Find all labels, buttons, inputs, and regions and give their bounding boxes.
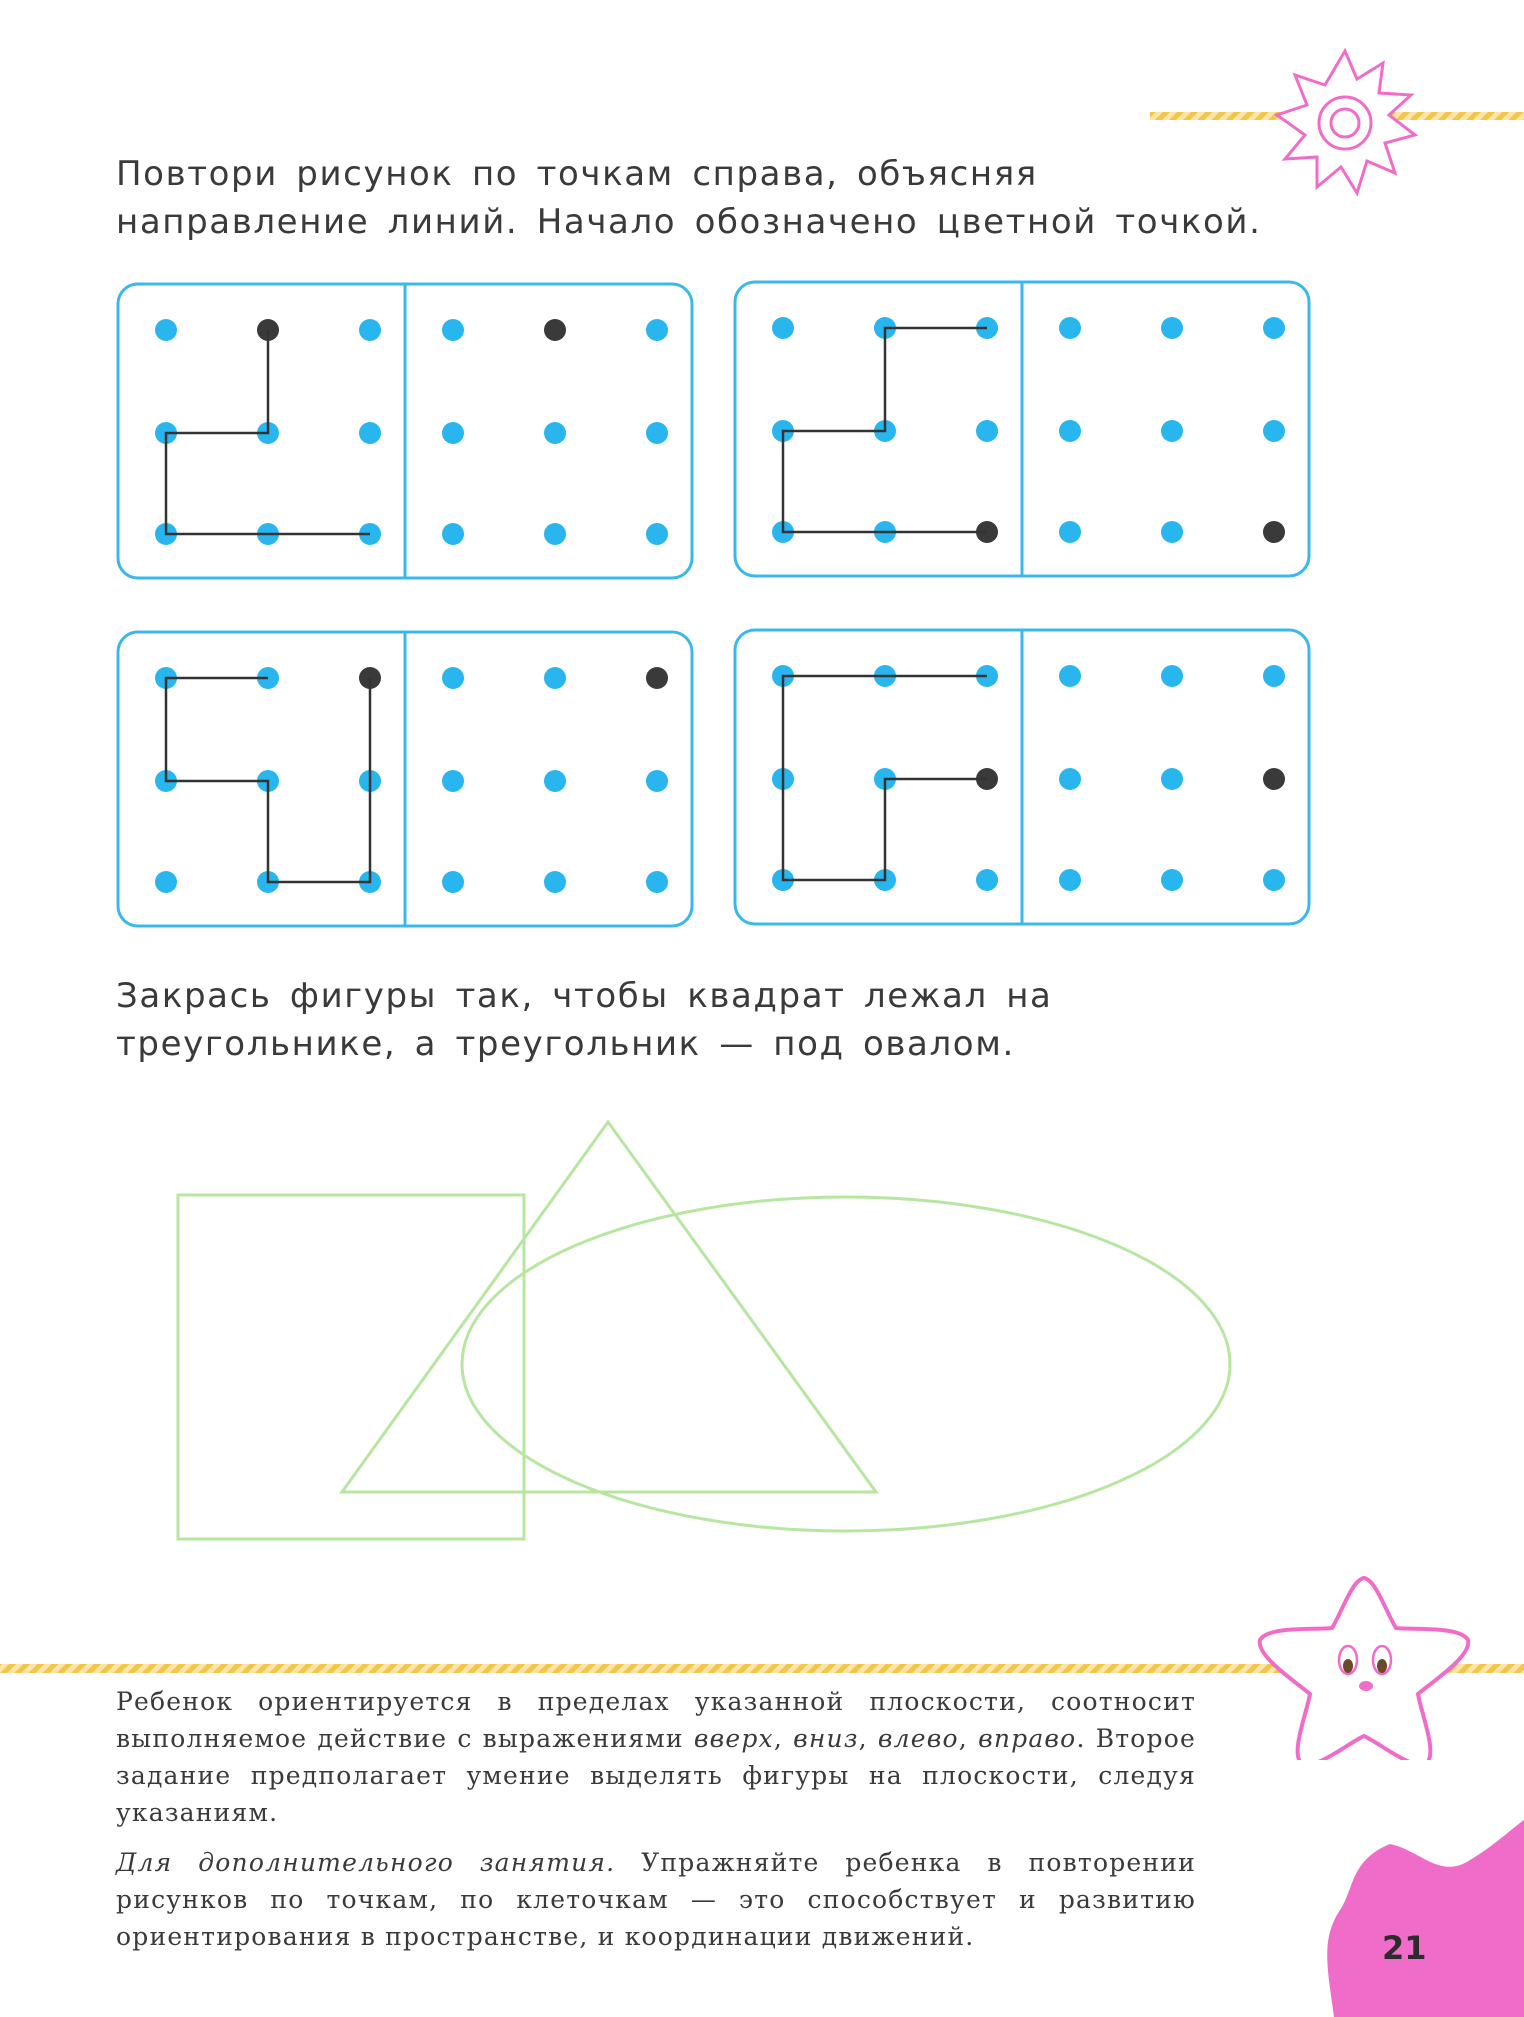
grid-dot-copy [646,523,668,545]
grid-dot-copy [1161,768,1183,790]
grid-dot-copy [544,871,566,893]
grid-dot-copy [1263,420,1285,442]
grid-dot [976,420,998,442]
grid-dot [359,422,381,444]
grid-dot-copy [1263,869,1285,891]
oval-shape[interactable] [462,1197,1230,1531]
sample-path [166,678,370,882]
start-dot-copy [1263,768,1285,790]
start-dot-copy [1263,521,1285,543]
grid-dot-copy [1161,317,1183,339]
grid-dot-copy [1059,869,1081,891]
square-shape[interactable] [178,1195,524,1539]
dot-exercise-1 [114,280,696,582]
dot-exercise-4 [731,626,1313,928]
grid-dot-copy [544,667,566,689]
grid-dot-copy [1059,420,1081,442]
grid-dot-copy [442,871,464,893]
page-corner-blob [1320,1820,1524,2017]
grid-dot-copy [442,319,464,341]
additional-lesson-label: Для дополнительного занятия. [116,1848,616,1877]
teacher-note: Ребенок ориентируется в пределах указанной плоскости, соотносит выполняемое действие с выражениями вверх, вниз, влево, вправо. Второе задание предполагает умение выделять фигуры на плоскости, следуя указаниям. [116,1687,1196,1827]
grid-dot-copy [442,422,464,444]
grid-dot [359,319,381,341]
grid-dot [772,317,794,339]
sun-icon [1277,51,1415,193]
grid-dot-copy [646,871,668,893]
grid-dot-copy [646,319,668,341]
grid-dot [976,869,998,891]
dot-exercise-3 [114,628,696,930]
grid-dot-copy [1161,521,1183,543]
grid-dot-copy [1059,665,1081,687]
grid-dot-copy [544,523,566,545]
grid-dot-copy [544,422,566,444]
start-dot-copy [544,319,566,341]
star-character-icon [1260,1578,1469,1760]
triangle-shape[interactable] [342,1122,876,1492]
grid-dot-copy [646,422,668,444]
sample-path [783,328,987,532]
task-2-instruction: Закрась фигуры так, чтобы квадрат лежал на треугольнике, а треугольник — под овалом. [116,976,1053,1064]
grid-dot-copy [1059,768,1081,790]
dot-exercise-2 [731,278,1313,580]
sample-path [166,330,370,534]
grid-dot-copy [646,770,668,792]
task-1-instruction: Повтори рисунок по точкам справа, объясняя направление линий. Начало обозначено цветной точкой. [116,154,1262,242]
sample-path [783,676,987,880]
grid-dot-copy [1263,317,1285,339]
grid-dot-copy [1161,869,1183,891]
grid-dot-copy [1161,665,1183,687]
grid-dot-copy [1059,317,1081,339]
grid-dot-copy [1161,420,1183,442]
grid-dot-copy [1059,521,1081,543]
page-number: 21 [1382,1929,1427,1967]
start-dot-copy [646,667,668,689]
grid-dot [155,871,177,893]
additional-lesson-note: Для дополнительного занятия. Упражняйте ребенка в повторении рисунков по точкам, по клеточкам — это способствует и развитию ориентирования в пространстве, и координации движений. [116,1848,1196,1951]
grid-dot-copy [442,770,464,792]
grid-dot-copy [544,770,566,792]
grid-dot-copy [442,523,464,545]
grid-dot-copy [442,667,464,689]
grid-dot [155,319,177,341]
grid-dot-copy [1263,665,1285,687]
